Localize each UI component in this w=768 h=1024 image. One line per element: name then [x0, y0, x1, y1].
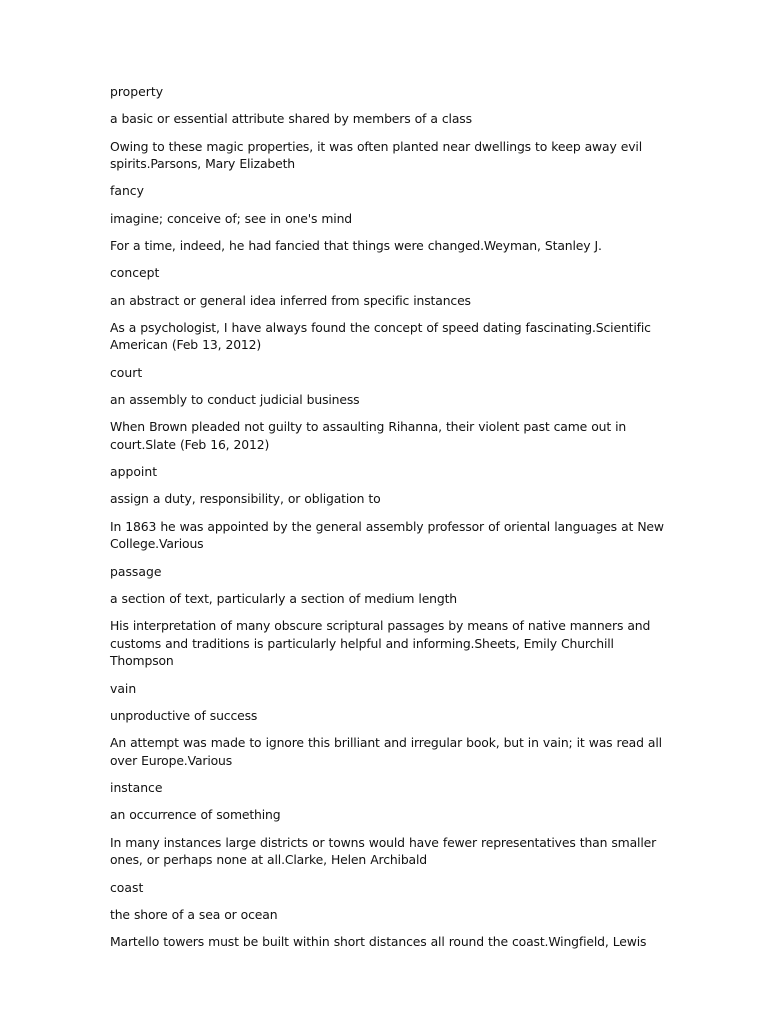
entry-word: passage [110, 563, 162, 579]
entry-example: In 1863 he was appointed by the general assembly professor of oriental languages at New College.Various [110, 518, 664, 552]
entry-example: When Brown pleaded not guilty to assaulting Rihanna, their violent past came out in court.Slate (Feb 16, 2012) [110, 419, 627, 452]
entry-example: His interpretation of many obscure scriptural passages by means of native manners and customs and traditions is particularly helpful and informing.Sheets, Emily Churchill Thompson [110, 618, 651, 669]
entry-definition: imagine; conceive of; see in one's mind [110, 210, 352, 226]
entry-example: An attempt was made to ignore this brilliant and irregular book, but in vain; it was read all over Europe.Various [110, 735, 662, 768]
entry-word: instance [110, 780, 163, 796]
entry-example: In many instances large districts or towns would have fewer representatives than smaller ones, or perhaps none at all.Clarke, Helen Archibald [110, 834, 657, 868]
entry-example: For a time, indeed, he had fancied that things were changed.Weyman, Stanley J. [110, 238, 602, 253]
entry-word: property [110, 84, 164, 99]
entry-word: concept [110, 265, 160, 281]
entry-definition: an occurrence of something [110, 807, 281, 823]
entry-definition: unproductive of success [110, 707, 258, 723]
entry-definition: a basic or essential attribute shared by members of a class [110, 111, 472, 127]
entry-example: As a psychologist, I have always found the concept of speed dating fascinating.Scientific American (Feb 13, 2012) [110, 319, 651, 353]
entry-example: Martello towers must be built within short distances all round the coast.Wingfield, Lewis [110, 934, 647, 950]
entry-definition: assign a duty, responsibility, or obligation to [110, 491, 381, 507]
entry-word: vain [110, 680, 137, 696]
entry-definition: the shore of a sea or ocean [110, 906, 278, 922]
vocabulary-list [110, 83, 670, 960]
entry-word: coast [110, 879, 144, 895]
entry-example: Owing to these magic properties, it was often planted near dwellings to keep away evil spirits.Parsons, Mary Elizabeth [110, 138, 642, 172]
entry-definition: a section of text, particularly a section of medium length [110, 590, 458, 606]
entry-word: fancy [110, 183, 144, 199]
entry-word: court [110, 364, 143, 380]
entry-word: appoint [110, 464, 158, 480]
entry-definition: an abstract or general idea inferred from specific instances [110, 292, 471, 308]
entry-definition: an assembly to conduct judicial business [110, 392, 360, 407]
